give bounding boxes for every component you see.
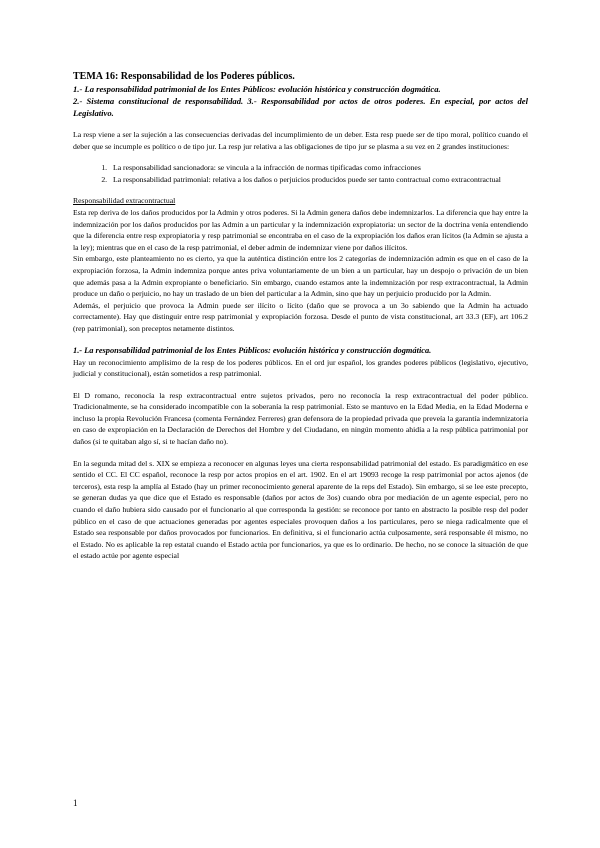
paragraph: Sin embargo, este planteamiento no es cierto, ya que la auténtica distinción entre los 2 categorías de indemnización admin es que en el caso de la expropiación forzosa, la Admin indemniza porque antes priva voluntariamente de un bien a un particular, hay un despojo o privación de un bien que además pasa a la Admin expropiante o beneficiario. Sin embargo, cuando estamos ante la indemnización por resp extracontractual, la Admin produce un daño o perjuicio, no hay un traslado de un bien del particular a la Admin, sino que hay un perjuicio producido por la Admin. [73, 254, 528, 299]
list-item: 2. La responsabilidad patrimonial: relativa a los daños o perjuicios producidos puede ser tanto contractual como extracontractual [109, 174, 528, 186]
page-number: 1 [73, 798, 78, 808]
paragraph: El D romano, reconocía la resp extracontractual entre sujetos privados, pero no reconocía la resp extracontractual del poder público. Tradicionalmente, se ha considerado incompatible con la soberanía la resp patrimonial. Esto se mantuvo en la Edad Media, en la Edad Moderna e incluso la propia Revolución Francesa (comenta Fernández Ferreres) gran defensora de la propiedad privada que preveía la garantía indemnizatoria en caso de expropiación en la Declaración de Derechos del Hombre y del Ciudadano, en ningún momento ahidía a la resp pública patrimonial por daños (si te quitaban algo sí, si te hacían daño no). [73, 390, 528, 447]
section-heading-1: 1.- La responsabilidad patrimonial de los Entes Públicos: evolución histórica y construcción dogmática. [73, 345, 432, 355]
intro-paragraph: La resp viene a ser la sujeción a las consecuencias derivadas del incumplimiento de un deber. Esta resp puede ser de tipo moral, político cuando el deber que se incumple es político o de tipo jur. La resp jur relativa a las obligaciones de tipo jur se plasma a su vez en 2 grandes instituciones: [73, 130, 528, 151]
paragraph: Además, el perjuicio que provoca la Admin puede ser ilícito o lícito (daño que se provoca a un 3o sabiendo que la Admin ha actuado correctamente). Hay que distinguir entre resp patrimonial y expropiación forzosa. Desde el punto de vista constitucional, art 33.3 (EF), art 106.2 (rep patrimonial), son preceptos netamente distintos. [73, 300, 528, 333]
section-heading-extracontractual: Responsabilidad extracontractual [73, 196, 176, 206]
topic-title: TEMA 16: Responsabilidad de los Poderes públicos. [73, 71, 295, 82]
paragraph: En la segunda mitad del s. XIX se empieza a reconocer en algunas leyes una cierta responsabilidad patrimonial del estado. Es paradigmático en ese sentido el CC. El CC español, reconoce la resp por actos propios en el art. 1902. En el art 19093 recoge la resp patrimonial por actos ajenos (de terceros), esta resp la amplía al Estado (hay un primer reconocimiento general aparente de la reps del Estado). Sin embargo, si se lee este precepto, se generan dudas ya que dice que el Estado es responsable (daños por actos de 3os) cuando obra por mediación de un agente especial, pero no cuando el daño hubiera sido causado por el funcionario al que corresponda la gestión: se reconoce por tanto en abstracto la posible resp del poder público en el caso de que actuaciones generadas por agentes especiales provoquen daños a los particulares, pero se niega radicalmente que el Estado sea responsable por daños provocados por funcionarios. En definitiva, si el funcionario actúa culposamente, será responsable él mismo, no el Estado. No es aplicable la rep estatal cuando el Estado actúa por funcionarios, ya que es lo ordinario. De hecho, no se conoce la situación de que el estado actúe por agente especial [73, 458, 528, 561]
page-content [73, 70, 528, 562]
institutions-list [73, 162, 528, 185]
topic-subtitle-2: 2.- Sistema constitucional de responsabilidad. 3.- Responsabilidad por actos de otros poderes. En especial, por actos del Legislativo. [73, 96, 528, 118]
topic-subtitle-1: 1.- La responsabilidad patrimonial de los Entes Públicos: evolución histórica y construcción dogmática. [73, 84, 441, 94]
paragraph: Hay un reconocimiento amplísimo de la resp de los poderes públicos. En el ord jur español, los grandes poderes públicos (legislativo, ejecutivo, judicial y constitucional), están sometidos a resp patrimonial. [73, 357, 528, 379]
paragraph: Esta rep deriva de los daños producidos por la Admin y otros poderes. Si la Admin genera daños debe indemnizarlos. La diferencia que hay entre la indemnización por los daños producidos por las Admin a un particular y la indemnización expropiatoria: un sector de la doctrina venía entendiendo que la diferencia entre resp expropiatoria y resp patrimonial se encontraba en el caso de la expropiación los daños eran lícitos (la Admin se ajusta a la ley); mientras que en el caso de la resp patrimonial, el deber admin de indemnizar viene por daños ilícitos. [73, 207, 528, 252]
list-item: 1. La responsabilidad sancionadora: se vincula a la infracción de normas tipificadas como infracciones [109, 162, 528, 174]
